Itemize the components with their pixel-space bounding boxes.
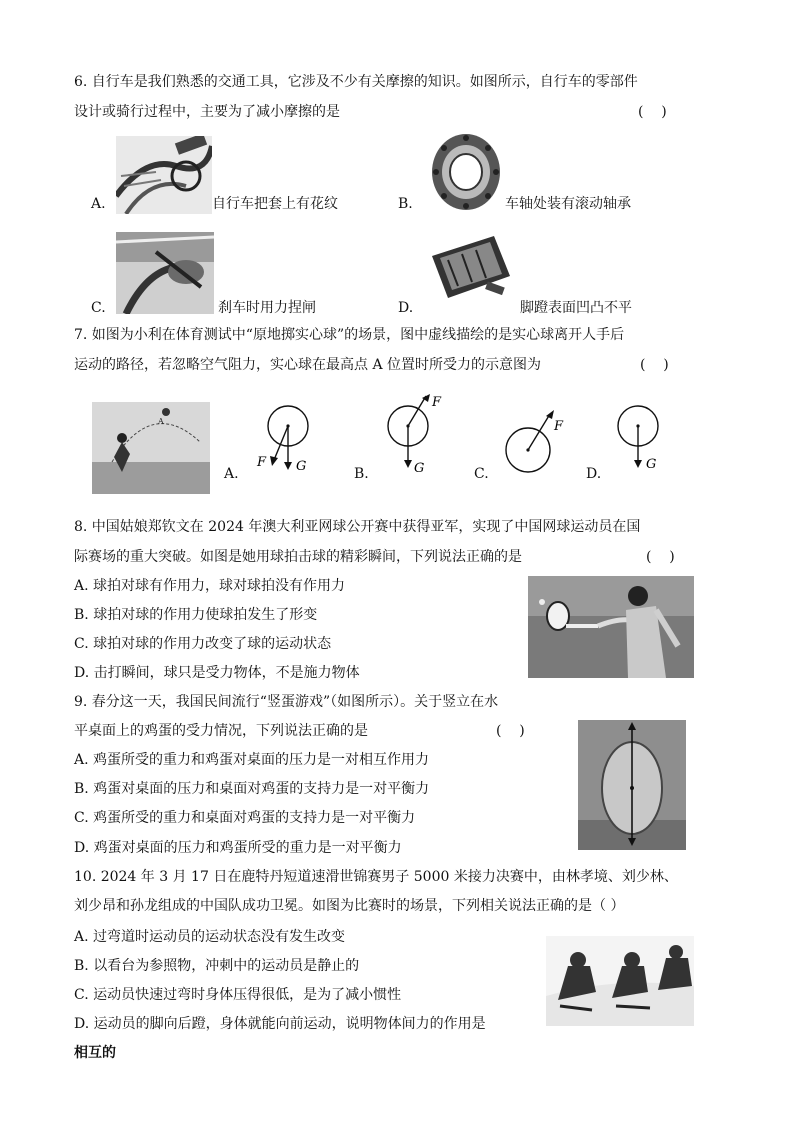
q8-option-b: B. 球拍对球的作用力使球拍发生了形变: [74, 607, 318, 623]
q6-answer-paren: ( ): [638, 104, 667, 120]
q6-option-b-letter: B.: [398, 196, 413, 212]
q6-option-b-text: 车轴处装有滚动轴承: [505, 196, 631, 212]
q7-option-a-force-diagram: [248, 404, 318, 482]
q7-a-label-g: G: [296, 459, 307, 474]
q10-stem-line1: 10. 2024 年 3 月 17 日在鹿特丹短道速滑世锦赛男子 5000 米接力决赛中，由林孝境、刘少林、: [74, 869, 678, 885]
q6-option-d-letter: D.: [398, 300, 414, 316]
q7-option-a-letter: A.: [224, 466, 239, 482]
q7-c-label-f: F: [554, 419, 564, 434]
q6-stem-line2: 设计或骑行过程中，主要为了减小摩擦的是: [74, 104, 340, 120]
standing-egg-image: [578, 720, 686, 850]
q8-answer-paren: ( ): [646, 549, 675, 565]
q7-b-label-f: F: [432, 395, 442, 410]
bicycle-handlebar-image: [116, 136, 212, 214]
q7-stem-line1: 7. 如图为小利在体育测试中“原地掷实心球”的场景，图中虚线描绘的是实心球离开人手后: [74, 327, 625, 343]
q7-b-label-g: G: [414, 461, 425, 476]
brake-lever-image: [116, 232, 214, 314]
q10-option-c: C. 运动员快速过弯时身体压得很低，是为了减小惯性: [74, 987, 402, 1003]
q7-photo-point-label: A: [158, 417, 164, 426]
q9-answer-paren: ( ): [496, 723, 525, 739]
q10-stem-line2: 刘少昂和孙龙组成的中国队成功卫冕。如图为比赛时的场景，下列相关说法正确的是（ ）: [74, 898, 625, 914]
q10-option-b: B. 以看台为参照物，冲刺中的运动员是静止的: [74, 958, 360, 974]
q9-option-c: C. 鸡蛋所受的重力和桌面对鸡蛋的支持力是一对平衡力: [74, 810, 416, 826]
q8-stem-line2: 际赛场的重大突破。如图是她用球拍击球的精彩瞬间，下列说法正确的是: [74, 549, 522, 565]
q7-d-label-g: G: [646, 457, 657, 472]
q7-option-b-force-diagram: [378, 390, 448, 480]
q8-option-a: A. 球拍对球有作用力，球对球拍没有作用力: [74, 578, 346, 594]
q6-option-c-text: 刹车时用力捏闸: [218, 300, 316, 316]
q8-option-d: D. 击打瞬间，球只是受力物体，不是施力物体: [74, 665, 360, 681]
q6-option-a-letter: A.: [91, 196, 106, 212]
speed-skaters-image: [546, 936, 694, 1026]
q9-stem-line2: 平桌面上的鸡蛋的受力情况，下列说法正确的是: [74, 723, 368, 739]
q8-option-c: C. 球拍对球的作用力改变了球的运动状态: [74, 636, 332, 652]
q7-answer-paren: ( ): [640, 357, 669, 373]
q7-a-label-f: F: [257, 455, 267, 470]
q6-option-a-text: 自行车把套上有花纹: [212, 196, 338, 212]
q7-option-b-letter: B.: [354, 466, 369, 482]
q7-option-c-letter: C.: [474, 466, 489, 482]
q8-stem-line1: 8. 中国姑娘郑钦文在 2024 年澳大利亚网球公开赛中获得亚军，实现了中国网球运动员在国: [74, 519, 641, 535]
q6-option-c-letter: C.: [91, 300, 106, 316]
q7-option-d-letter: D.: [586, 466, 602, 482]
shot-put-scene-image: [92, 402, 210, 494]
q9-option-d: D. 鸡蛋对桌面的压力和鸡蛋所受的重力是一对平衡力: [74, 840, 402, 856]
q10-option-d-continuation: 相互的: [74, 1045, 116, 1061]
ball-bearing-image: [428, 124, 504, 214]
q10-option-a: A. 过弯道时运动员的运动状态没有发生改变: [74, 929, 346, 945]
q9-option-a: A. 鸡蛋所受的重力和鸡蛋对桌面的压力是一对相互作用力: [74, 752, 430, 768]
q7-stem-line2: 运动的路径，若忽略空气阻力，实心球在最高点 A 位置时所受力的示意图为: [74, 357, 542, 373]
q10-option-d: D. 运动员的脚向后蹬，身体就能向前运动，说明物体间力的作用是: [74, 1016, 486, 1032]
bicycle-pedal-image: [424, 226, 514, 314]
q7-option-d-force-diagram: [612, 402, 672, 478]
q6-stem-line1: 6. 自行车是我们熟悉的交通工具，它涉及不少有关摩擦的知识。如图所示，自行车的零部件: [74, 74, 638, 90]
q7-option-c-force-diagram: [498, 404, 578, 480]
q9-stem-line1: 9. 春分这一天，我国民间流行“竖蛋游戏”（如图所示）。关于竖立在水: [74, 694, 499, 710]
q9-option-b: B. 鸡蛋对桌面的压力和桌面对鸡蛋的支持力是一对平衡力: [74, 781, 430, 797]
tennis-player-image: [528, 576, 694, 678]
q6-option-d-text: 脚蹬表面凹凸不平: [520, 300, 632, 316]
